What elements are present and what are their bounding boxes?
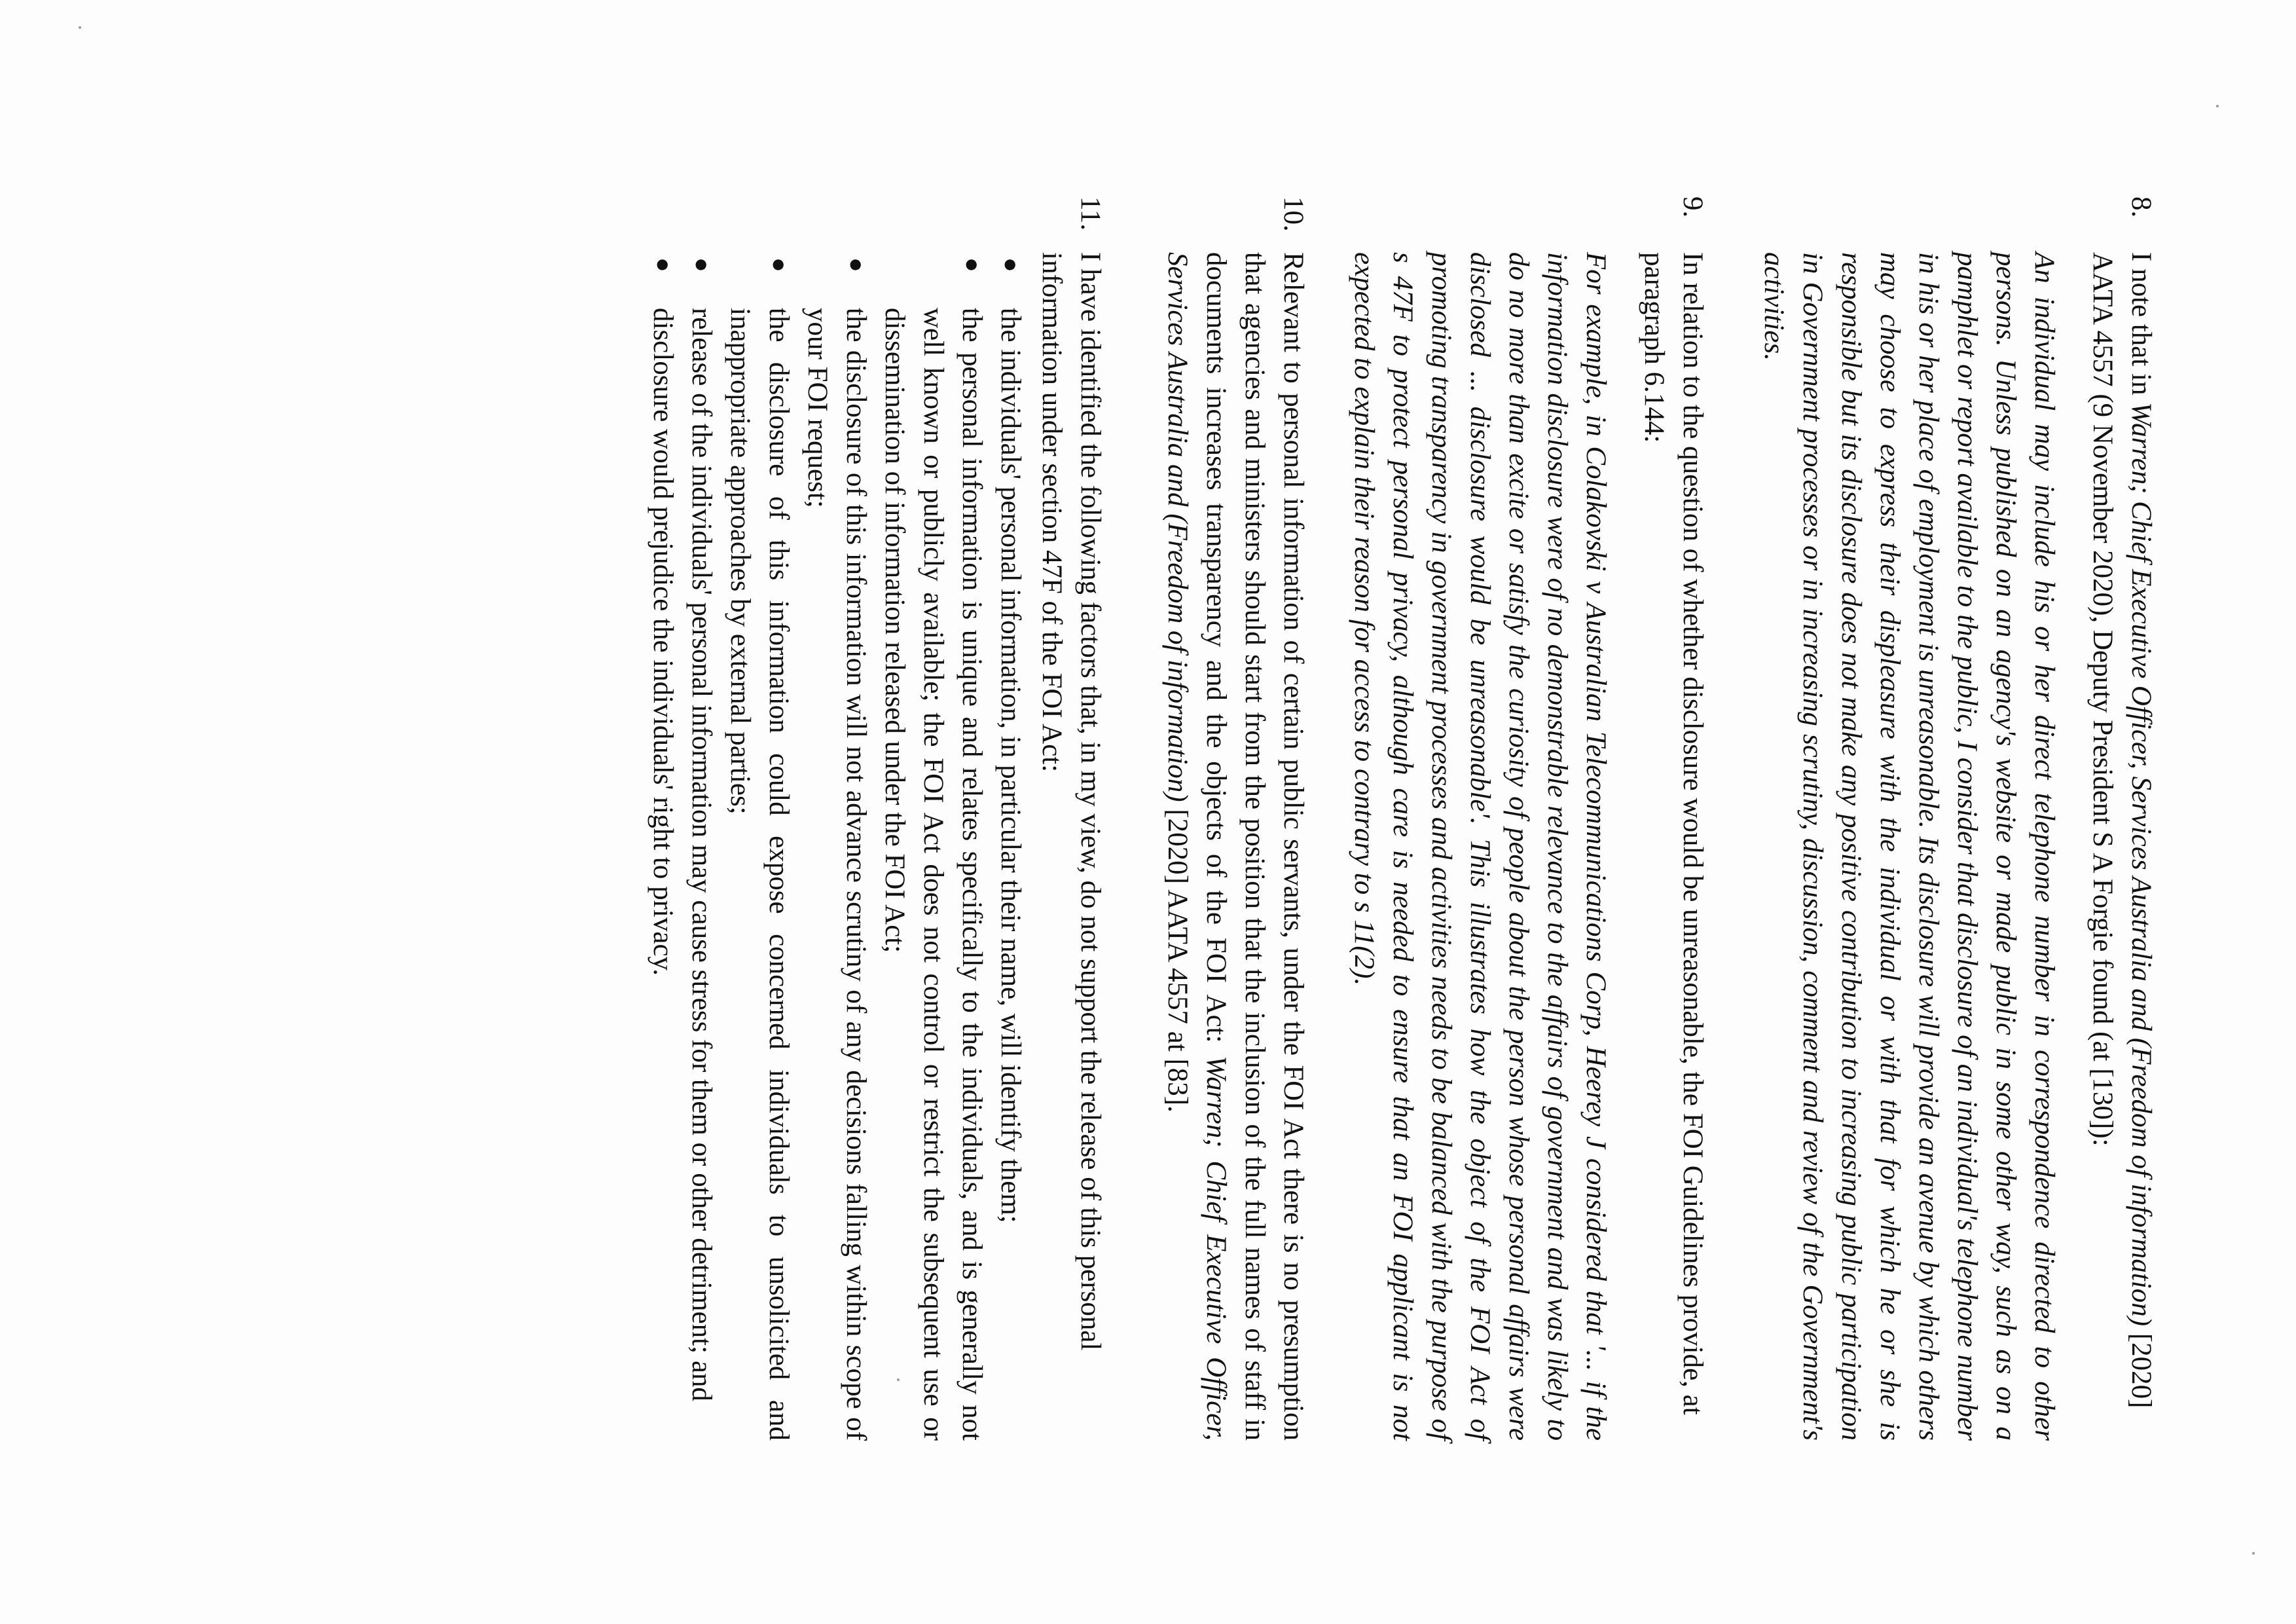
case-citation: Warren; Chief Executive Officer, Services Australia and (Freedom of information) xyxy=(2126,402,2157,1327)
scan-speck xyxy=(2216,105,2219,107)
paragraph-8-quote: An individual may include his or her direct telephone number in correspondence directed to other persons. Unless published on an agency's website or made public in some other way, such as on a pamphlet or report available to the public, I consider that disclosure of an individual's telephone number in his or her place of employment is unreasonable. Its disclosure will provide an avenue by which others may choose to express their displeasure with the individual or with that for which he or she is responsible but its disclosure does not make any positive contribution to increasing public participation in Government processes or in increasing scrutiny, discussion, comment and review of the Government's activities. xyxy=(1758,252,2060,1441)
list-item xyxy=(991,252,1030,1441)
case-citation: Warren; Chief Executive Officer, Services Australia and (Freedom of information) xyxy=(1162,252,1231,1441)
bullet-icon: ● xyxy=(649,257,677,272)
bullet-icon: ● xyxy=(688,257,716,272)
bullet-text: release of the individuals' personal information may cause stress for them or other detriment; and xyxy=(686,308,717,1401)
paragraph-9-intro: In relation to the question of whether disclosure would be unreasonable, the FOI Guidelines provide, at paragraph 6.144: xyxy=(1639,252,1708,1415)
list-item xyxy=(798,252,875,1441)
rotated-document-page xyxy=(229,196,2160,1441)
bullet-text: the disclosure of this information will not advance scrutiny of any decisions falling within scope of your FOI request; xyxy=(802,308,871,1441)
paragraph-9-quote: For example, in Colakovski v Australian Telecommunications Corp, Heerey J considered that '... if the information disclosure were of no demonstrable relevance to the affairs of government and was likely to do no more than excite or satisfy the curiosity of people about the person whose personal affairs were disclosed ... disclosure would be unreasonable'. This illustrates how the object of the FOI Act of promoting transparency in government processes and activities needs to be balanced with the purpose of s 47F to protect personal privacy, although care is needed to ensure that an FOI applicant is not expected to explain their reason for access to contrary to s 11(2). xyxy=(1349,252,1611,1441)
bullet-text: disclosure would prejudice the individuals' right to privacy. xyxy=(647,308,678,976)
list-item xyxy=(721,252,798,1441)
paragraph-number: 10. xyxy=(1278,196,1309,232)
paragraph-number: 9. xyxy=(1677,196,1708,218)
bullet-icon: ● xyxy=(997,257,1025,272)
paragraph-8-intro xyxy=(2083,252,2160,1441)
paragraph-number: 8. xyxy=(2126,196,2157,218)
paragraph-11-intro: I have identified the following factors that, in my view, do not support the release of this personal information under section 47F of the FOI Act: xyxy=(1036,252,1106,1351)
scan-speck xyxy=(79,26,81,29)
bullet-text: the personal information is unique and relates specifically to the individuals, and is generally not well known or publicly available; the FOI Act does not control or restrict the subsequent use or dissemination of information released under the FOI Act; xyxy=(879,308,987,1441)
list-item xyxy=(875,252,991,1441)
factor-bullet-list xyxy=(644,252,1030,1441)
scan-speck xyxy=(2252,1552,2255,1555)
paragraph-10 xyxy=(1158,196,1313,1441)
bullet-text: the individuals' personal information, in particular their name, will identify them; xyxy=(995,308,1026,1223)
bullet-text: the disclosure of this information could expose concerned individuals to unsolicited and inappropriate approaches by external parties; xyxy=(725,308,794,1441)
list-item xyxy=(644,252,682,1441)
bullet-icon: ● xyxy=(765,257,793,272)
intro-text-cont: [2020] AATA 4557 (9 November 2020), Deputy President S A Forgie found (at [130]): xyxy=(2087,252,2157,1409)
paragraph-9 xyxy=(1345,196,1712,1441)
body-text: Relevant to personal information of certain public servants, under the FOI Act there is no presumption that agencies and ministers should start from the position that the inclusion of the full names of staff in documents increases transparency and the objects of the FOI Act: xyxy=(1201,252,1309,1441)
paragraph-number: 11. xyxy=(1075,196,1106,231)
bullet-icon: ● xyxy=(958,257,986,272)
paragraph-11 xyxy=(644,196,1110,1441)
bullet-icon: ● xyxy=(843,257,870,272)
list-item xyxy=(682,252,721,1441)
intro-text: I note that in xyxy=(2126,252,2157,403)
paragraph-8 xyxy=(1755,196,2160,1441)
paragraph-10-text xyxy=(1158,252,1313,1441)
body-text-cont: [2020] AATA 4557 at [83]. xyxy=(1162,802,1193,1113)
